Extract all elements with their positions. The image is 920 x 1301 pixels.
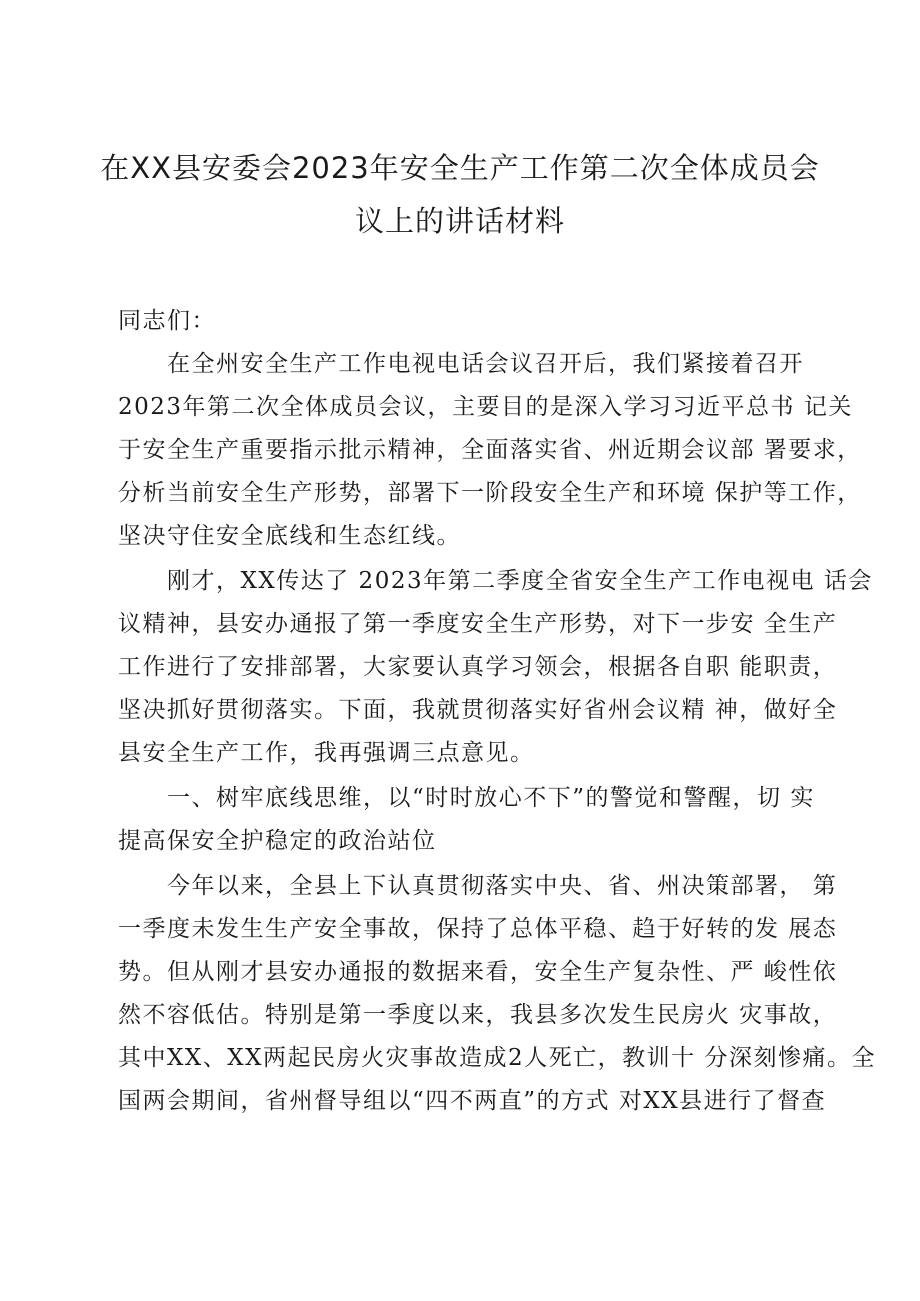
body-line: 今年以来，全县上下认真贯彻落实中央、省、州决策部署， 第 <box>118 873 838 899</box>
body-line: 然不容低估。特别是第一季度以来，我县多次发生民房火 灾事故， <box>118 1002 838 1028</box>
body-line: 坚决抓好贯彻落实。下面，我就贯彻落实好省州会议精 神，做好全 <box>118 697 838 723</box>
body-line: 坚决守住安全底线和生态红线。 <box>118 523 461 549</box>
body-line: 势。但从刚才县安办通报的数据来看，安全生产复杂性、严 峻性依 <box>118 959 838 985</box>
body-line: 于安全生产重要指示批示精神，全面落实省、州近期会议部 署要求， <box>118 437 862 463</box>
document-title-line-1: 在XX县安委会2023年安全生产工作第二次全体成员会 <box>100 151 820 185</box>
salutation: 同志们： <box>118 308 216 334</box>
body-line: 一季度未发生生产安全事故，保持了总体平稳、趋于好转的发 展态 <box>118 916 838 942</box>
body-line: 其中XX、XX两起民房火灾事故造成2人死亡，教训十 分深刻惨痛。全 <box>118 1045 876 1071</box>
section-heading-line: 提高保安全护稳定的政治站位 <box>118 828 437 854</box>
section-heading-line: 一、树牢底线思维，以“时时放心不下”的警觉和警醒，切 实 <box>118 785 815 811</box>
body-line: 议精神，县安办通报了第一季度安全生产形势，对下一步安 全生产 <box>118 611 838 637</box>
body-line: 工作进行了安排部署，大家要认真学习领会，根据各自职 能职责， <box>118 654 838 680</box>
body-line: 在全州安全生产工作电视电话会议召开后，我们紧接着召开 <box>118 351 804 377</box>
body-line: 国两会期间，省州督导组以“四不两直”的方式 对XX县进行了督查 <box>118 1088 827 1114</box>
document-title-line-2: 议上的讲话材料 <box>354 204 565 238</box>
body-line: 县安全生产工作，我再强调三点意见。 <box>118 740 535 766</box>
body-line: 分析当前安全生产形势，部署下一阶段安全生产和环境 保护等工作， <box>118 480 862 506</box>
body-line: 刚才，XX传达了 2023年第二季度全省安全生产工作电视电 话会 <box>118 568 873 594</box>
body-line: 2023年第二次全体成员会议，主要目的是深入学习习近平总书 记关 <box>118 394 853 420</box>
